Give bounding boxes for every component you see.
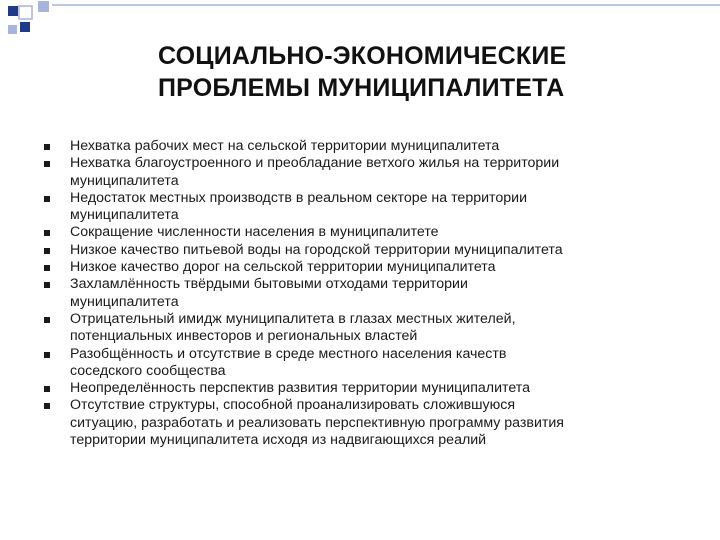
title-line-2: ПРОБЛЕМЫ МУНИЦИПАЛИТЕТА — [158, 74, 565, 102]
bullet-text-line: Отсутствие структуры, способной проанализировать сложившуюся — [70, 397, 516, 414]
bullet-text-line: потенциальных инвесторов и региональных властей — [70, 328, 418, 345]
list-item — [0, 397, 680, 449]
page-title — [158, 40, 698, 104]
title-line-1: СОЦИАЛЬНО-ЭКОНОМИЧЕСКИЕ — [158, 42, 567, 70]
list-item — [0, 346, 680, 381]
bullet-square-icon — [44, 317, 50, 323]
bullet-square-icon — [44, 386, 50, 392]
bullet-text-line: Низкое качество дорог на сельской территории муниципалитета — [70, 259, 496, 276]
decor-square-dark-1 — [8, 6, 18, 16]
bullet-text-line: Нехватка благоустроенного и преобладание ветхого жилья на территории — [70, 155, 560, 172]
bullet-text-line: Низкое качество питьевой воды на городской территории муниципалитета — [70, 241, 563, 258]
list-item — [0, 138, 680, 155]
list-item — [0, 276, 680, 311]
bullet-text-line: Неопределённость перспектив развития территории муниципалитета — [70, 380, 530, 397]
decor-square-light — [38, 1, 49, 12]
list-item — [0, 259, 680, 276]
bullet-square-icon — [44, 248, 50, 254]
list-item — [0, 224, 680, 241]
decor-square-light-2 — [8, 25, 17, 34]
bullet-square-icon — [44, 352, 50, 358]
list-item — [0, 155, 680, 190]
list-item — [0, 380, 680, 397]
bullet-text-line: муниципалитета — [70, 293, 179, 310]
bullet-text-line: Недостаток местных производств в реальном секторе на территории — [70, 189, 527, 206]
bullet-text-line: Отрицательный имидж муниципалитета в глазах местных жителей, — [70, 310, 516, 327]
bullet-square-icon — [44, 161, 50, 167]
bullet-text-line: Разобщённость и отсутствие в среде местного населения качеств — [70, 345, 507, 362]
bullet-text-line: Сокращение численности населения в муниципалитете — [70, 224, 439, 241]
list-item — [0, 311, 680, 346]
bullet-list — [0, 138, 720, 449]
bullet-text-line: соседского сообщества — [70, 362, 226, 379]
bullet-text-line: территории муниципалитета исходя из надвигающихся реалий — [70, 432, 487, 449]
bullet-square-icon — [44, 196, 50, 202]
bullet-square-icon — [44, 265, 50, 271]
bullet-text-line: муниципалитета — [70, 172, 179, 189]
bullet-text-line: ситуацию, разработать и реализовать перспективную программу развития — [70, 414, 564, 431]
list-item — [0, 242, 680, 259]
list-item — [0, 190, 680, 225]
bullet-square-icon — [44, 230, 50, 236]
decor-square-dark-2 — [20, 22, 30, 32]
bullet-text-line: Нехватка рабочих мест на сельской территории муниципалитета — [70, 138, 500, 154]
decor-square-outline — [19, 6, 32, 19]
bullet-square-icon — [44, 144, 50, 150]
bullet-text-line: муниципалитета — [70, 207, 179, 224]
bullet-square-icon — [44, 282, 50, 288]
bullet-text-line: Захламлённость твёрдыми бытовыми отходами территории — [70, 276, 468, 293]
bullet-square-icon — [44, 403, 50, 409]
